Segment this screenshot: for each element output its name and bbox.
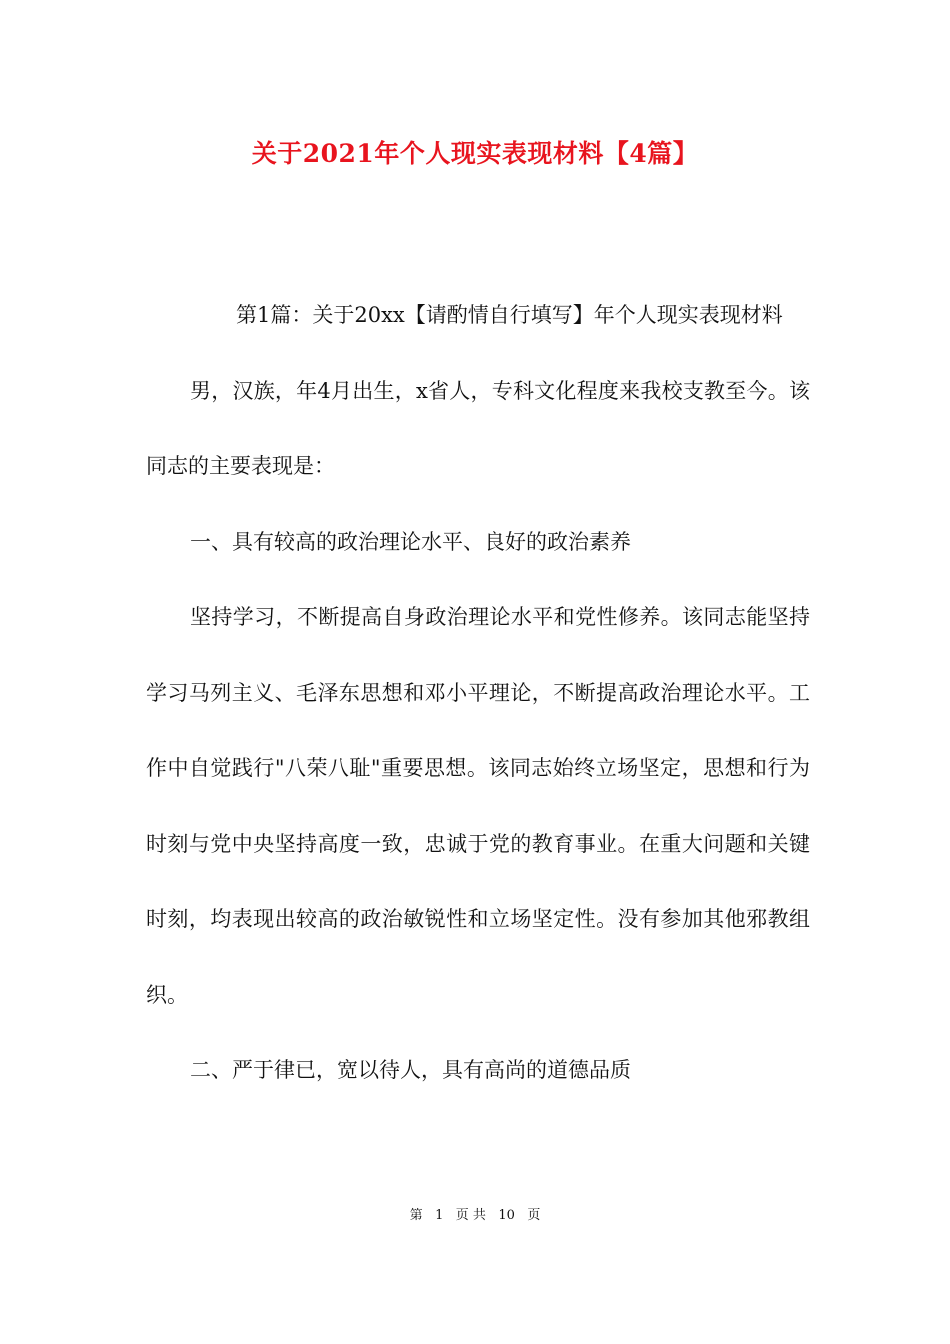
document-title: 关于2021年个人现实表现材料【4篇】 (251, 139, 699, 168)
paragraph-body-1: 坚持学习，不断提高自身政治理论水平和党性修养。该同志能坚持学习马列主义、毛泽东思想和邓小平理论，不断提高政治理论水平。工作中自觉践行"八荣八耻"重要思想。该同志始终立场坚定，思想和行为时刻与党中央坚持高度一致，忠诚于党的教育事业。在重大问题和关键时刻，均表现出较高的政治敏锐性和立场坚定性。没有参加其他邪教组织。 (146, 605, 810, 1007)
footer-mid: 页 共 (455, 1208, 486, 1223)
page-footer (0, 1206, 950, 1226)
footer-current-page: 1 (435, 1208, 444, 1223)
paragraph-subheading-2: 二、严于律已，宽以待人，具有高尚的道德品质 (190, 1058, 631, 1082)
paragraph-subheading-1: 一、具有较高的政治理论水平、良好的政治素养 (190, 529, 631, 554)
document-body (146, 278, 810, 1109)
footer-total-pages: 10 (498, 1208, 515, 1223)
paragraph-section-heading: 第1篇：关于20xx【请酌情自行填写】年个人现实表现材料 (236, 303, 783, 327)
footer-prefix: 第 (409, 1208, 423, 1223)
paragraph-intro: 男，汉族，年4月出生，x省人，专科文化程度来我校支教至今。该同志的主要表现是： (146, 378, 810, 478)
footer-suffix: 页 (527, 1208, 541, 1223)
